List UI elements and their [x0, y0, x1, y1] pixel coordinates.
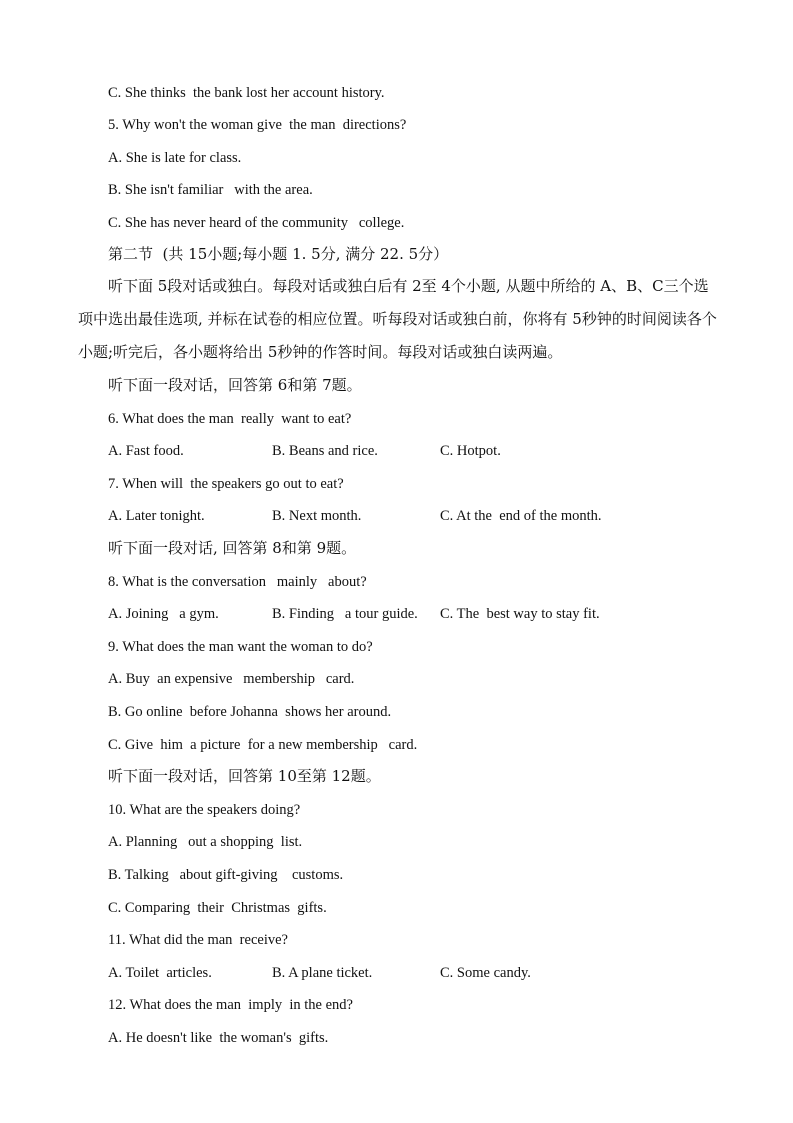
q11-option-c: C. Some candy.: [440, 965, 531, 981]
q9-question: 9. What does the man want the woman to do?: [108, 639, 373, 655]
dialogue-intro-6-7: 听下面一段对话，回答第 6和第 7题。: [108, 376, 362, 394]
q10-option-a: A. Planning out a shopping list.: [108, 834, 303, 850]
q7-option-c: C. At the end of the month.: [440, 508, 602, 524]
q8-option-b: B. Finding a tour guide.: [272, 606, 418, 622]
section-two-heading: 第二节 (共 15小题;每小题 1. 5分, 满分 22. 5分）: [108, 245, 449, 263]
q6-option-b: B. Beans and rice.: [272, 443, 378, 459]
q9-option-a: A. Buy an expensive membership card.: [108, 671, 355, 687]
dialogue-intro-8-9: 听下面一段对话, 回答第 8和第 9题。: [108, 539, 357, 557]
q11-option-b: B. A plane ticket.: [272, 965, 373, 981]
q12-question: 12. What does the man imply in the end?: [108, 997, 353, 1013]
q7-question: 7. When will the speakers go out to eat?: [108, 476, 344, 492]
q11-option-a: A. Toilet articles.: [108, 965, 212, 981]
q5-option-a: A. She is late for class.: [108, 150, 242, 166]
q5-option-c: C. She has never heard of the community college.: [108, 215, 405, 231]
q7-option-a: A. Later tonight.: [108, 508, 205, 524]
q9-option-c: C. Give him a picture for a new membership card.: [108, 737, 418, 753]
q8-option-a: A. Joining a gym.: [108, 606, 219, 622]
dialogue-intro-10-12: 听下面一段对话，回答第 10至第 12题。: [108, 767, 381, 785]
q10-question: 10. What are the speakers doing?: [108, 802, 301, 818]
q8-option-c: C. The best way to stay fit.: [440, 606, 600, 622]
q12-option-a: A. He doesn't like the woman's gifts.: [108, 1030, 329, 1046]
q5-question: 5. Why won't the woman give the man directions?: [108, 117, 407, 133]
q5-option-b: B. She isn't familiar with the area.: [108, 182, 313, 198]
q8-question: 8. What is the conversation mainly about?: [108, 574, 367, 590]
q10-option-b: B. Talking about gift-giving customs.: [108, 867, 344, 883]
q10-option-c: C. Comparing their Christmas gifts.: [108, 900, 327, 916]
q7-option-b: B. Next month.: [272, 508, 362, 524]
q6-question: 6. What does the man really want to eat?: [108, 411, 352, 427]
section-instructions: 听下面 5段对话或独白。每段对话或独白后有 2至 4个小题, 从题中所给的 A、B、C三个选项中选出最佳选项, 并标在试卷的相应位置。听每段对话或独白前，你将有 5秒钟的时间阅读各个小题;听完后，各小题将给出 5秒钟的作答时间。每段对话或独白读两遍。: [78, 277, 717, 361]
q9-option-b: B. Go online before Johanna shows her around.: [108, 704, 392, 720]
q11-question: 11. What did the man receive?: [108, 932, 288, 948]
q6-option-a: A. Fast food.: [108, 443, 184, 459]
q4-option-c: C. She thinks the bank lost her account history.: [108, 85, 385, 101]
q6-option-c: C. Hotpot.: [440, 443, 501, 459]
